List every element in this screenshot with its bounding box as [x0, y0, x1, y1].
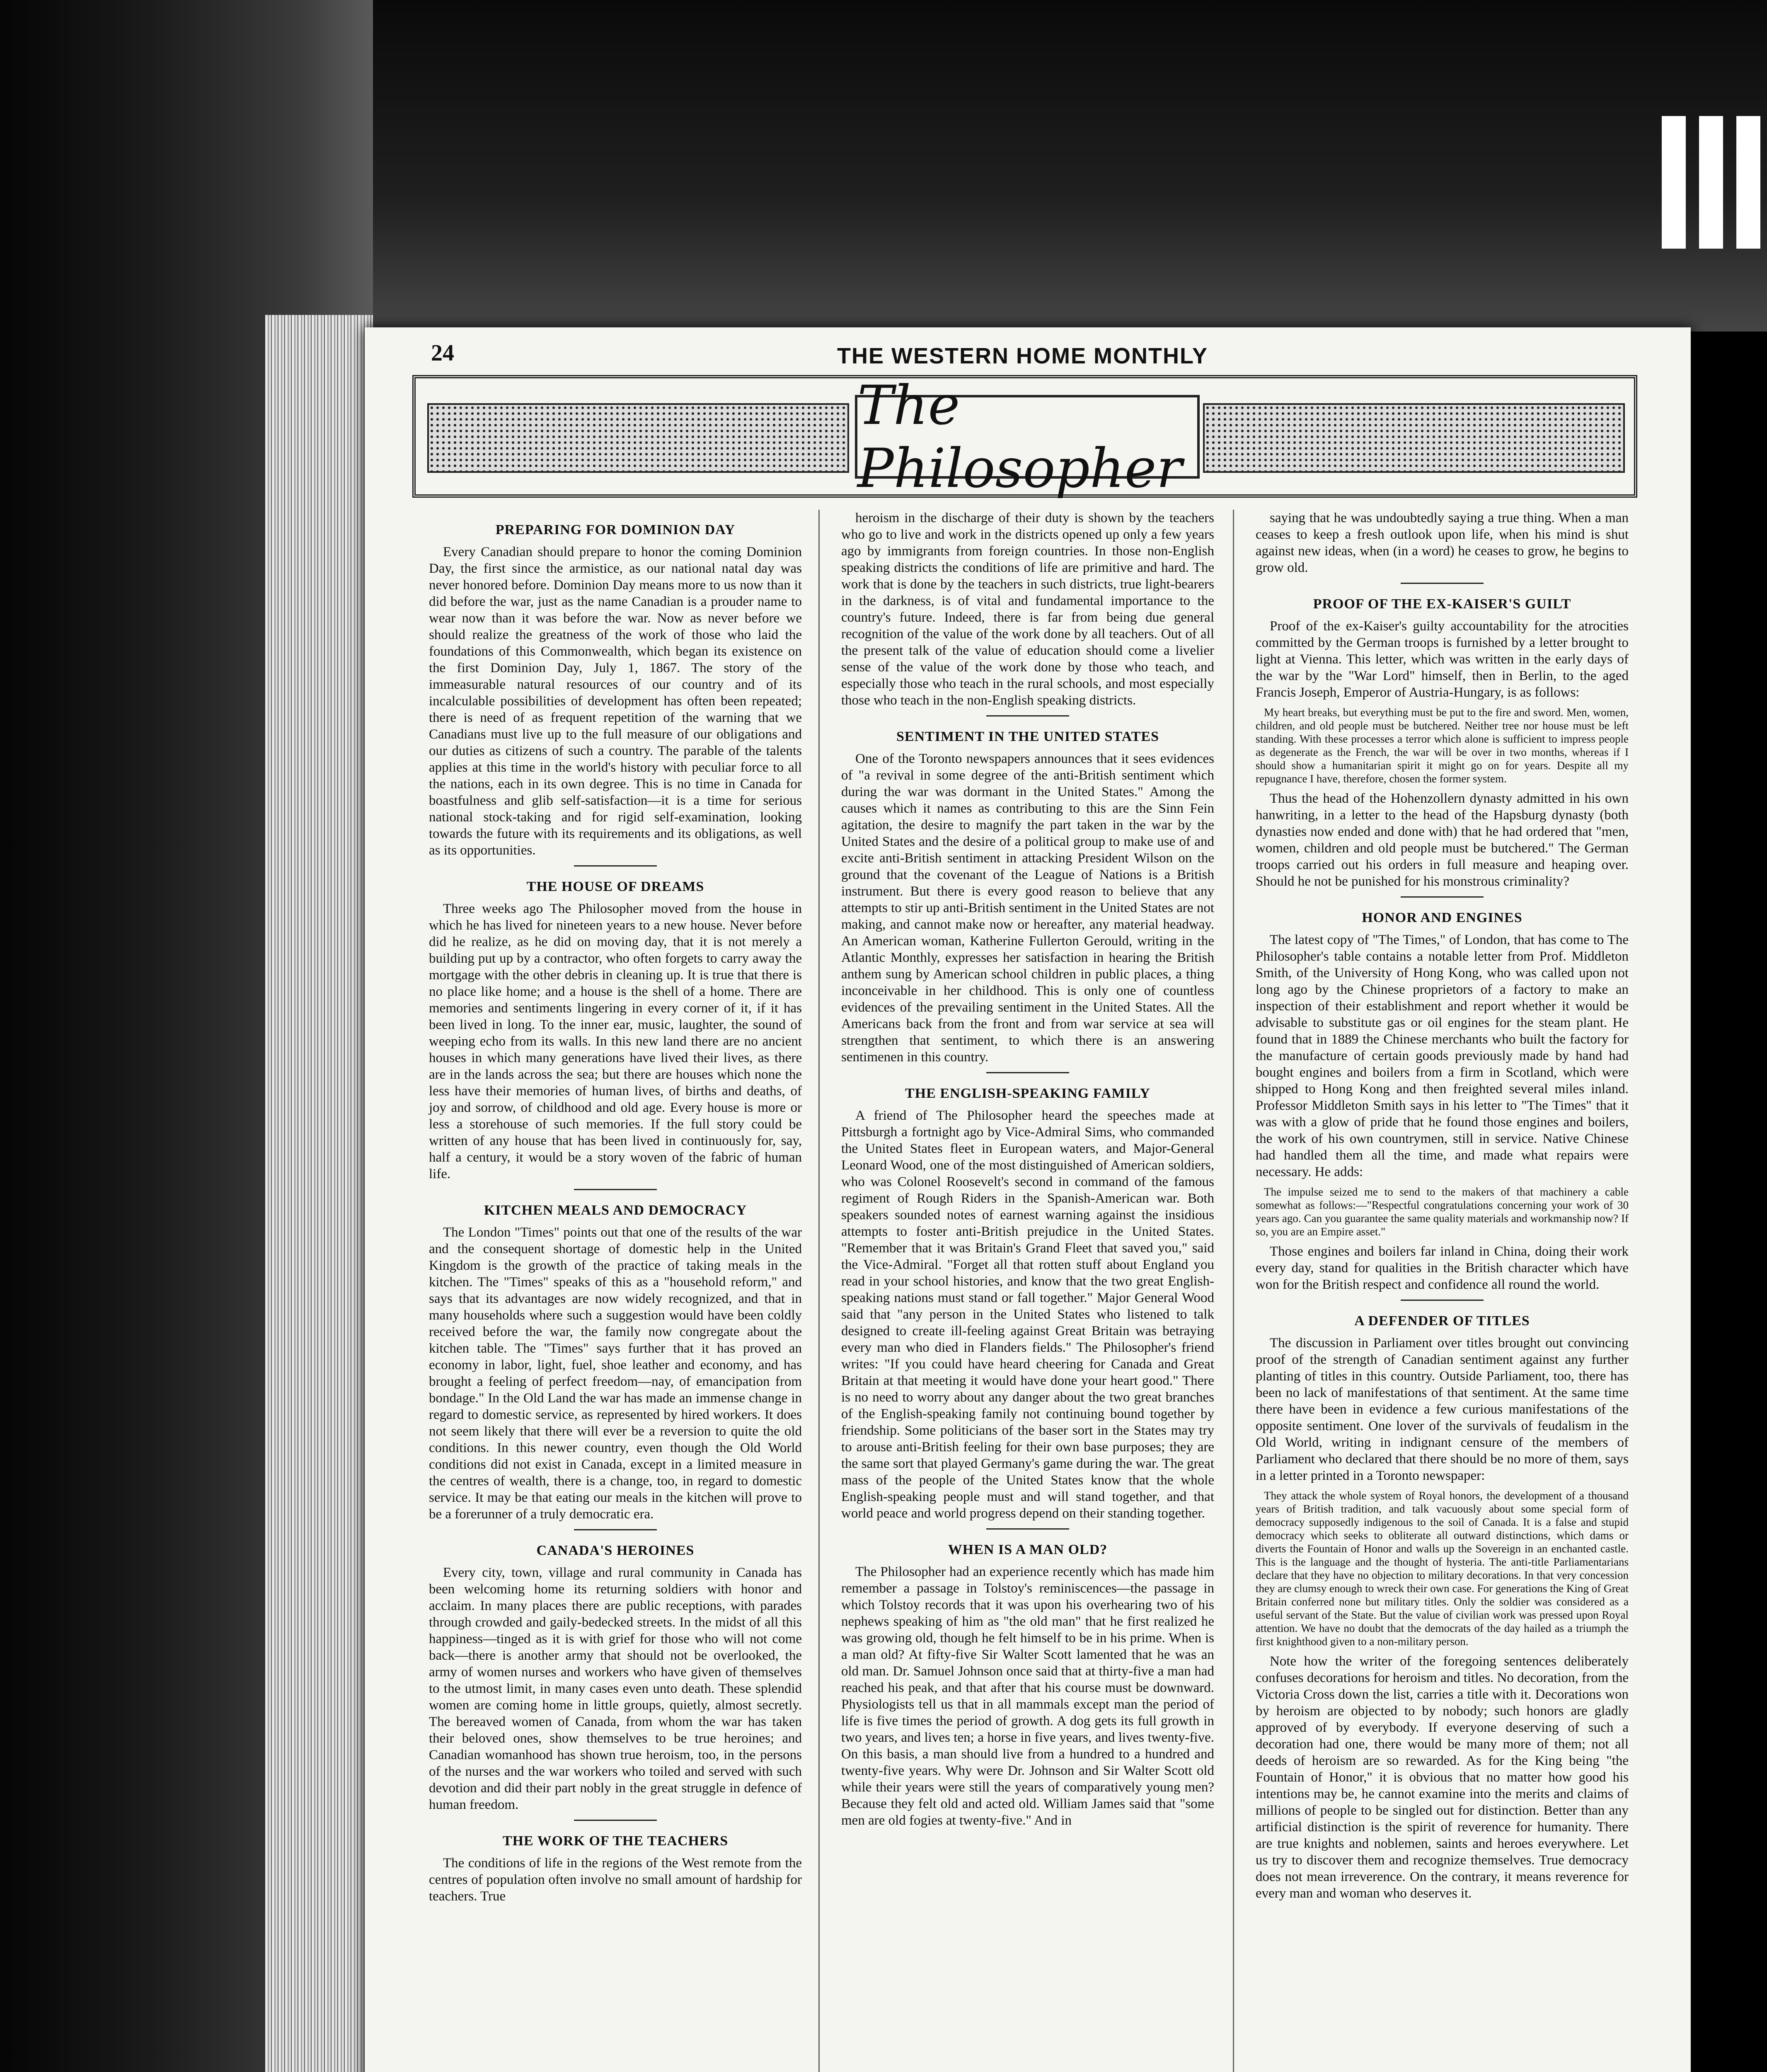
divider-rule [986, 1528, 1069, 1530]
article-paragraph: The discussion in Parliament over titles brought out convincing proof of the strength of Canadian sentiment against any further planting of titles in this country. Outside Parliament, too, there has been no lack of manifestations of that sentiment. At the same time there have been in evidence a few curious manifestations of the opposite sentiment. One lover of the survivals of feudalism in the Old World, writing in indignant censure of the members of Parliament who declared that there should be no more of them, says in a letter printed in a Toronto newspaper: [1256, 1336, 1629, 1483]
article-heading: KITCHEN MEALS AND DEMOCRACY [484, 1203, 747, 1218]
divider-rule [574, 1529, 657, 1530]
article-paragraph: The London "Times" points out that one of the results of the war and the consequent shortage of domestic help in the United Kingdom is the growth of the practice of taking meals in the kitchen. The "Times" speaks of this as a "household reform," and says that its advantages are now widely recognized, and that in many households where such a suggestion would have been coldly received before the war, the family now congregate about the kitchen table. The "Times" says further that it has proved an economy in labor, light, fuel, shoe leather and economy, and has brought a feeling of perfect freedom—nay, of emancipation from bondage." In the Old Land the war has made an immense change in regard to domestic service, as represented by hired workers. It does not seem likely that there will ever be a reversion to quite the old conditions. In this newer country, even though the Old World conditions did not exist in Canada, except in a limited measure in the centres of wealth, there is a change, too, in regard to domestic service. It may be that eating our meals in the kitchen will prove to be a forerunner of a truly democratic era. [429, 1225, 802, 1522]
section-title: The Philosopher [857, 374, 1182, 500]
article-heading: SENTIMENT IN THE UNITED STATES [896, 729, 1159, 744]
film-marker [1736, 116, 1760, 249]
article-heading: A DEFENDER OF TITLES [1354, 1313, 1530, 1329]
film-marker [1662, 116, 1686, 249]
article-paragraph: Thus the head of the Hohenzollern dynasty admitted in his own hanwriting, in a letter to the head of the Hapsburg dynasty (both dynasties now ended and done with) that he had ordered that "men, women, children and old people must be butchered." The German troops carried out his orders in full measure and heaping over. Should he not be punished for his monstrous criminality? [1256, 791, 1629, 889]
section-title-box [855, 374, 1200, 500]
article-paragraph: Proof of the ex-Kaiser's guilty accountability for the atrocities committed by the German troops is furnished by a letter brought to light at Vienna. This letter, which was written in the early days of the war by the "War Lord" himself, then in Berlin, to the aged Francis Joseph, Emperor of Austria-Hungary, is as follows: [1256, 619, 1629, 700]
article-paragraph: Note how the writer of the foregoing sentences deliberately confuses decorations for heroism and titles. No decoration, from the Victoria Cross down the list, carries a title with it. Decorations won by heroism are objected to by nobody; such honors are gladly approved of by everybody. If everyone deserving of such a decoration had one, there would be many more of them; not all deeds of heroism are so rewarded. As for the King being "the Fountain of Honor," it is obvious that no matter how good his intentions may be, he cannot examine into the merits and claims of millions of people to be singled out for distinction. Better than any artificial distinction is the spirit of reverence for humanity. There are true knights and noblemen, saints and heroes everywhere. Let us try to discover them and recognize themselves. True democracy does not mean irreverence. On the contrary, it means reverence for every man and woman who deserves it. [1256, 1654, 1629, 1901]
article-heading: WHEN IS A MAN OLD? [948, 1542, 1108, 1557]
article-heading: THE ENGLISH-SPEAKING FAMILY [905, 1086, 1150, 1101]
article-paragraph: One of the Toronto newspapers announces that it sees evidences of "a revival in some degree of the anti-British sentiment which during the war was dormant in the United States." Among the causes which it names as contributing to this are the Sinn Fein agitation, the desire to magnify the part taken in the war by the United States and the desire of a political group to make use of and excite anti-British sentiment in attacking President Wilson on the ground that the covenant of the League of Nations is a British instrument. But there is every good reason to believe that any attempts to stir up anti-British sentiment in the United States are not making, and cannot make now or hereafter, any material headway. An American woman, Katherine Fullerton Gerould, writing in the Atlantic Monthly, expresses her satisfaction in hearing the British anthem sung by American school children in public places, a thing inconceivable in her childhood. This is only one of countless evidences of the prevailing sentiment in the United States. All the Americans back from the front and from war service at sea will strengthen that sentiment, to which there is an answering sentimenen in this country. [841, 751, 1214, 1065]
decorative-panel-left [427, 403, 849, 473]
divider-rule [574, 1820, 657, 1821]
article-column-3 [1256, 510, 1629, 1907]
article-heading: THE HOUSE OF DREAMS [526, 879, 704, 894]
article-paragraph: saying that he was undoubtedly saying a true thing. When a man ceases to keep a fresh outlook upon life, when his mind is shut against new ideas, when (in a word) he ceases to grow, he begins to grow old. [1256, 511, 1629, 575]
divider-rule [1401, 583, 1484, 584]
article-paragraph: Those engines and boilers far inland in China, doing their work every day, stand for qualities in the British character which have won for the British respect and confidence all round the world. [1256, 1244, 1629, 1292]
film-marker [1699, 116, 1723, 249]
page-number: 24 [431, 340, 454, 366]
masthead: THE WESTERN HOME MONTHLY [837, 344, 1208, 368]
article-heading: PROOF OF THE EX-KAISER'S GUILT [1313, 596, 1571, 612]
decorative-panel-right [1203, 403, 1625, 473]
article-paragraph: A friend of The Philosopher heard the speeches made at Pittsburgh a fortnight ago by Vice-Admiral Sims, who commanded the United States fleet in European waters, and Major-General Leonard Wood, one of the most distinguished of American soldiers, who was Colonel Roosevelt's second in command of the famous regiment of Rough Riders in the Spanish-American war. Both speakers sounded notes of earnest warning against the insidious attempts to foster anti-British prejudice in the United States. "Remember that it was Britain's Grand Fleet that saved you," said the Vice-Admiral. "Forget all that rotten stuff about England you read in your school histories, and know that the two great English-speaking nations must stand or fall together." Major General Wood said that "any person in the United States who listened to talk designed to create ill-feeling against Great Britain was betraying every man who died in Flanders fields." The Philosopher's friend writes: "If you could have heard cheering for Canada and Great Britain at that meeting it would have done your heart good." There is no need to worry about any danger about the two great branches of the English-speaking family not continuing bound together by friendship. Some politicians of the baser sort in the States may try to arouse anti-British feeling for their own base purposes; they are the same sort that played Germany's game during the war. The great mass of the people of the United States know that the whole English-speaking people must and will stand together, and that world peace and world progress depend on their standing together. [841, 1108, 1214, 1521]
page-header [431, 340, 1641, 369]
block-quote: They attack the whole system of Royal honors, the development of a thousand years of British tradition, and talk vacuously about some special form of democracy supposedly indigenous to the soil of Canada. It is a false and stupid democracy which seeks to obliterate all outward distinctions, which dams or diverts the Fountain of Honor and walls up the Sovereign in an enchanted castle. This is the language and the thought of hysteria. The anti-title Parliamentarians declare that they have no objection to military decorations. In that very concession they are clumsy enough to wreck their own case. For generations the King of Great Britain conferred none but military titles. Only the soldier was considered as a useful servant of the State. But the value of civilian work was pressed upon Royal attention. We have no doubt that the democrats of the day hailed as a triumph the first knighthood given to a non-military person. [1256, 1489, 1629, 1648]
article-paragraph: heroism in the discharge of their duty is shown by the teachers who go to live and work in the districts opened up only a few years ago by immigrants from foreign countries. In those non-English speaking districts the conditions of life are primitive and hard. The work that is done by the teachers in such districts, true light-bearers in the darkness, is of vital and fundamental importance to the country's future. Indeed, there is far from being due general recognition of the value of the work done by all teachers. Out of all the present talk of the value of education should come a livelier sense of the value of the work done by those who teach, and especially those who teach in the rural schools, and most especially those who teach in the non-English speaking districts. [841, 511, 1214, 708]
article-paragraph: Three weeks ago The Philosopher moved from the house in which he has lived for nineteen years to a new house. Never before did he realize, as he did on moving day, that it is not merely a building put up by a contractor, who often forgets to carry away the mortgage with the other debris in cleaning up. It is true that there is no place like home; and a house is the shell of a home. There are memories and sentiments lingering in every corner of it, if it has been lived in long. To the inner ear, music, laughter, the sound of weeping echo from its walls. In this new land there are no ancient houses in which many generations have lived their lives, as there are in the lands across the sea; but there are houses which none the less have their memories of human lives, of births and deaths, of joy and sorrow, of childhood and old age. Every house is more or less a storehouse of such memories. If the full story could be written of any house that has been lived in continuously for, say, half a century, it would be a story woven of the fabric of human life. [429, 901, 802, 1181]
divider-rule [986, 715, 1069, 716]
article-column-1 [429, 510, 802, 1910]
block-quote: My heart breaks, but everything must be put to the fire and sword. Men, women, children, and old people must be butchered. Neither tree nor house must be left standing. With these processes a terror which alone is sufficient to impress people as degenerate as the French, the war will be over in two months, whereas if I should show a humanitarian spirit it might go on for years. Despite all my repugnance I have, therefore, chosen the former system. [1256, 706, 1629, 785]
article-paragraph: The Philosopher had an experience recently which has made him remember a passage in Tolstoy's reminiscences—the passage in which Tolstoy records that it was upon his overhearing two of his nephews speaking of him as "the old man" that he first realized he was growing old, though he felt himself to be in his prime. When is a man old? At fifty-five Sir Walter Scott lamented that he was an old man. Dr. Samuel Johnson once said that at thirty-five a man had reached his peak, and that after that his course must be downward. Physiologists tell us that in all mammals except man the period of life is five times the period of growth. A dog gets its full growth in two years, and lives ten; a horse in five years, and lives twenty-five. On this basis, a man should live from a hundred to a hundred and twenty-five years. Why were Dr. Johnson and Sir Walter Scott old while their years were still the years of comparatively young men? Because they felt old and acted old. William James said that "some men are old fogies at twenty-five." And in [841, 1564, 1214, 1828]
book-page-edges [265, 315, 373, 2072]
article-heading: THE WORK OF THE TEACHERS [502, 1833, 729, 1849]
article-paragraph: The latest copy of "The Times," of London, that has come to The Philosopher's table contains a notable letter from Prof. Middleton Smith, of the University of Hong Kong, who was called upon not long ago by the Chinese proprietors of a factory to make an inspection of their establishment and report whether it would be advisable to substitute gas or oil engines for the steam plant. He found that in 1889 the Chinese merchants who built the factory for the manufacture of certain goods previously made by hand had bought engines and boilers from a firm in Scotland, which were shipped to Hong Kong and then freighted several miles inland. Professor Middleton Smith says in his letter to "The Times" that it was with a glow of pride that he found those engines and boilers, the work of his own countrymen, still in service. Native Chinese had handled them all the time, and made what repairs were necessary. He adds: [1256, 932, 1629, 1179]
divider-rule [574, 1189, 657, 1190]
section-banner [412, 375, 1637, 498]
block-quote: The impulse seized me to send to the makers of that machinery a cable somewhat as follows:—"Respectful congratulations concerning your work of 30 years ago. Can you guarantee the same quality materials and workmanship now? If so, you are an Empire asset." [1256, 1186, 1629, 1238]
divider-rule [1401, 1300, 1484, 1301]
column-divider [818, 510, 820, 2072]
divider-rule [574, 865, 657, 867]
article-paragraph: Every Canadian should prepare to honor the coming Dominion Day, the first since the armistice, as our national natal day was never honored before. Dominion Day means more to us now than it did before the war, just as the name Canadian is a prouder name to wear now than it was before the war. Now as never before we should realize the greatness of the work of those who laid the foundations of this Commonwealth, which began its existence on the first Dominion Day, July 1, 1867. The story of the immeasurable natural resources of our country and of its incalculable possibilities of development has often been repeated; there is need of as frequent repetition of the warning that we Canadians must live up to the full measure of our obligations and our duties as citizens of such a country. The parable of the talents applies at this time in the world's history with peculiar force to all the nations, each in its own degree. This is no time in Canada for boastfulness and glib self-satisfaction—it is a time for serious national stock-taking and for rigid self-examination, looking towards the future with its requirements and its obligations, as well as its opportunities. [429, 545, 802, 858]
article-column-2 [841, 510, 1214, 1834]
divider-rule [1401, 896, 1484, 898]
article-paragraph: Every city, town, village and rural community in Canada has been welcoming home its returning soldiers with honor and acclaim. In many places there are public receptions, with parades through crowded and gaily-bedecked streets. In the midst of all this happiness—tinged as it is with grief for those who will not come back—there is another army that should not be overlooked, the army of women nurses and workers who have given of themselves to the utmost limit, in many cases even unto death. These splendid women are coming home in little groups, quietly, almost secretly. The bereaved women of Canada, from whom the war has taken their beloved ones, show themselves to be true heroines; and Canadian womanhood has shown true heroism, too, in the persons of the nurses and the war workers who toiled and served with such devotion and did their part nobly in the great struggle in defence of human freedom. [429, 1565, 802, 1812]
column-divider [1233, 510, 1234, 2072]
article-heading: PREPARING FOR DOMINION DAY [495, 522, 736, 537]
article-heading: HONOR AND ENGINES [1362, 910, 1523, 925]
divider-rule [986, 1072, 1069, 1073]
article-heading: CANADA'S HEROINES [536, 1543, 695, 1558]
article-paragraph: The conditions of life in the regions of the West remote from the centres of population often involve no small amount of hardship for teachers. True [429, 1856, 802, 1904]
